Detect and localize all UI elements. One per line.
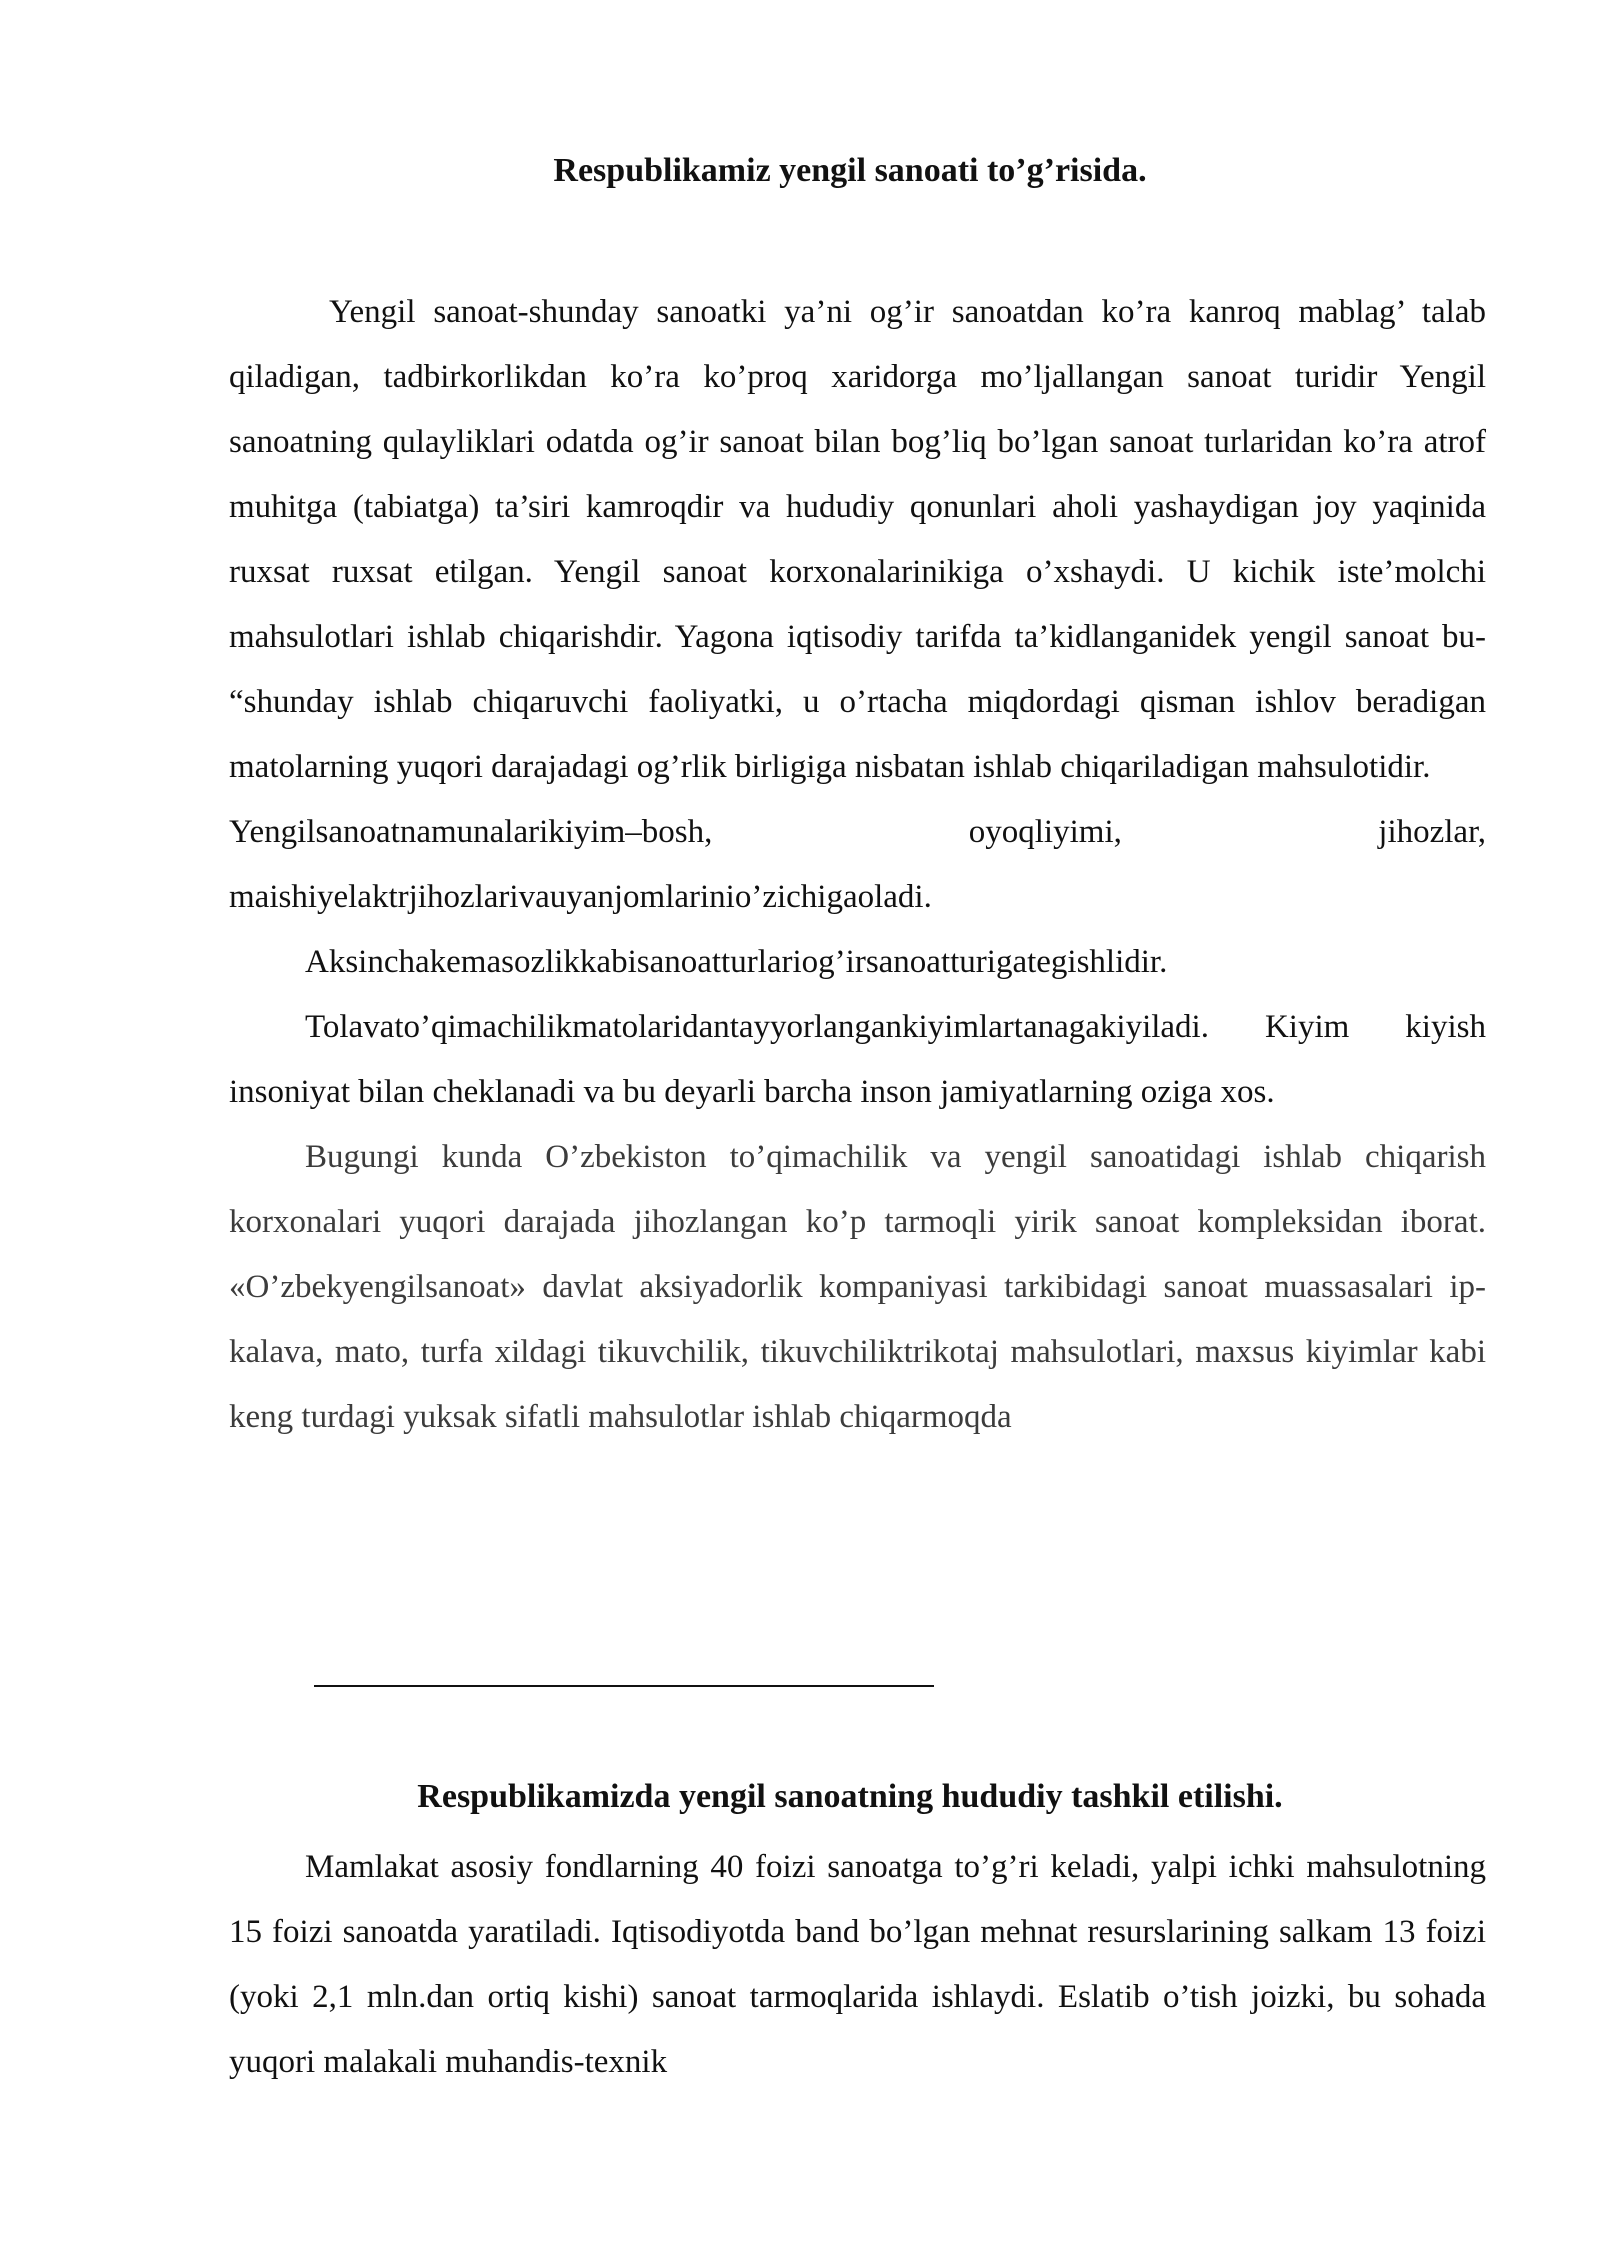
paragraph-fixed-assets: Mamlakat asosiy fondlarning 40 foizi sanoatga to’g’ri keladi, yalpi ichki mahsulotning 15 foizi sanoatda yaratiladi. Iqtisodiyotda band bo’lgan mehnat resurslarining salkam 13 foizi (yoki 2,1 mln.dan ortiq kishi) sanoat tarmoqlarida ishlaydi. Eslatib o’tish joizki, bu sohada yuqori malakali muhandis-texnik — [229, 1849, 1486, 2080]
paragraph-definition: Yengil sanoat-shunday sanoatki ya’ni og’ir sanoatdan ko’ra kanroq mablag’ talab qiladigan, tadbirkorlikdan ko’ra ko’proq xaridorga mo’ljallangan sanoat turidir Yengil sanoatning qulayliklari odatda og’ir sanoat bilan bog’liq bo’lgan sanoat turlaridan ko’ra atrof muhitga (tabiatga) ta’siri kamroqdir va hududiy qonunlari aholi yashaydigan joy yaqinida ruxsat ruxsat etilgan. Yengil sanoat korxonalarinikiga o’xshaydi. U kichik iste’molchi mahsulotlari ishlab chiqarishdir. Yagona iqtisodiy tarifda ta’kidlanganidek yengil sanoat bu- “shunday ishlab chiqaruvchi faoliyatki, u o’rtacha miqdordagi qisman ishlov beradigan matolarning yuqori darajadagi og’rlik birligiga nisbatan ishlab chiqariladigan mahsulotidir. — [229, 294, 1486, 785]
section-title-territorial-organization: Respublikamizda yengil sanoatning hududiy tashkil etilishi. — [417, 1778, 1283, 1815]
paragraph-examples: Yengilsanoatnamunalarikiyim–bosh, oyoqliyimi, jihozlar, — [229, 814, 1486, 850]
section-body-light-industry — [229, 280, 1486, 1450]
paragraph-examples-continued: maishiyelaktrjihozlarivauyanjomlarinio’zichigaoladi. — [229, 879, 932, 915]
section-title-light-industry: Respublikamiz yengil sanoati to’g’risida. — [553, 152, 1147, 189]
paragraph-clothing: Tolavato’qimachilikmatolaridantayyorlangankiyimlartanagakiyiladi. Kiyim kiyish insoniyat bilan cheklanadi va bu deyarli barcha inson jamiyatlarning oziga xos. — [229, 1009, 1486, 1110]
section-body-territorial-organization — [229, 1835, 1486, 2095]
paragraph-heavy-industry: Aksinchakemasozlikkabisanoatturlariog’irsanoatturigategishlidir. — [305, 944, 1168, 980]
paragraph-uzbekistan-industry: Bugungi kunda O’zbekiston to’qimachilik va yengil sanoatidagi ishlab chiqarish korxonalari yuqori darajada jihozlangan ko’p tarmoqli yirik sanoat kompleksidan iborat. «O’zbekyengilsanoat» davlat aksiyadorlik kompaniyasi tarkibidagi sanoat muassasalari ip-kalava, mato, turfa xildagi tikuvchilik, tikuvchiliktrikotaj mahsulotlari, maxsus kiyimlar kabi keng turdagi yuksak sifatli mahsulotlar ishlab chiqarmoqda — [229, 1139, 1486, 1435]
footnote-divider — [314, 1685, 934, 1687]
